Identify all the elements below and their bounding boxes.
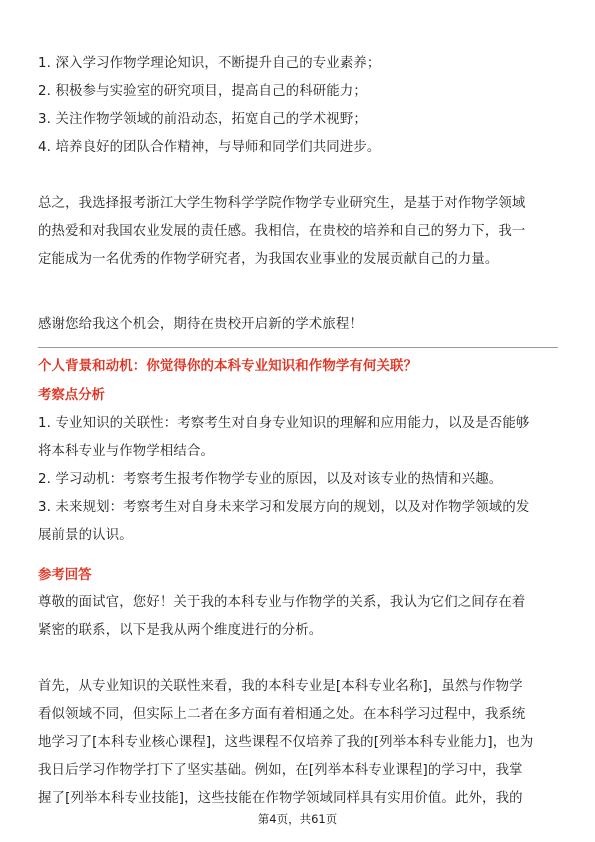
question-heading: 个人背景和动机：你觉得你的本科专业知识和作物学有何关联？ bbox=[38, 359, 418, 374]
goals-list bbox=[38, 50, 558, 162]
analysis-heading: 考察点分析 bbox=[38, 388, 105, 403]
answer-body bbox=[38, 673, 558, 813]
summary-line: 的热爱和对我国农业发展的责任感。我相信，在贵校的培养和自己的努力下，我一 bbox=[38, 224, 526, 239]
analysis-list bbox=[38, 410, 558, 550]
answer-line: 首先，从专业知识的关联性来看，我的本科专业是[本科专业名称]，虽然与作物学 bbox=[38, 679, 523, 694]
goal-item: 4. 培养良好的团队合作精神，与导师和同学们共同进步。 bbox=[38, 140, 381, 155]
analysis-line: 2. 学习动机：考察考生报考作物学专业的原因，以及对该专业的热情和兴趣。 bbox=[38, 472, 503, 487]
thanks-line: 感谢您给我这个机会，期待在贵校开启新的学术旅程！ bbox=[38, 317, 363, 332]
answer-line: 紧密的联系，以下是我从两个维度进行的分析。 bbox=[38, 623, 323, 638]
goal-item: 2. 积极参与实验室的研究项目，提高自己的科研能力； bbox=[38, 84, 367, 99]
section-divider bbox=[38, 347, 558, 348]
answer-line: 我日后学习作物学打下了坚实基础。例如，在[列举本科专业课程]的学习中，我掌 bbox=[38, 763, 523, 778]
summary-line: 总之，我选择报考浙江大学生物科学学院作物学专业研究生，是基于对作物学领域 bbox=[38, 196, 526, 211]
answer-line: 看似领域不同，但实际上二者在多方面有着相通之处。在本科学习过程中，我系统 bbox=[38, 707, 526, 722]
analysis-line: 展前景的认识。 bbox=[38, 528, 133, 543]
thanks-paragraph bbox=[38, 311, 558, 339]
summary-line: 定能成为一名优秀的作物学研究者，为我国农业事业的发展贡献自己的力量。 bbox=[38, 252, 499, 267]
answer-heading: 参考回答 bbox=[38, 568, 92, 583]
page-number: 第4页，共61页 bbox=[257, 812, 338, 826]
answer-line: 地学习了[本科专业核心课程]，这些课程不仅培养了我的[列举本科专业能力]，也为 bbox=[38, 735, 534, 750]
answer-line: 握了[列举本科专业技能]，这些技能在作物学领域同样具有实用价值。此外，我的 bbox=[38, 791, 523, 806]
answer-line: 尊敬的面试官，您好！关于我的本科专业与作物学的关系，我认为它们之间存在着 bbox=[38, 595, 526, 610]
analysis-line: 将本科专业与作物学相结合。 bbox=[38, 444, 215, 459]
goal-item: 1. 深入学习作物学理论知识，不断提升自己的专业素养； bbox=[38, 56, 381, 71]
analysis-line: 3. 未来规划：考察考生对自身未来学习和发展方向的规划，以及对作物学领域的发 bbox=[38, 500, 530, 515]
answer-intro bbox=[38, 589, 558, 645]
goal-item: 3. 关注作物学领域的前沿动态，拓宽自己的学术视野； bbox=[38, 112, 367, 127]
analysis-line: 1. 专业知识的关联性：考察考生对自身专业知识的理解和应用能力，以及是否能够 bbox=[38, 416, 530, 431]
summary-paragraph bbox=[38, 190, 558, 274]
